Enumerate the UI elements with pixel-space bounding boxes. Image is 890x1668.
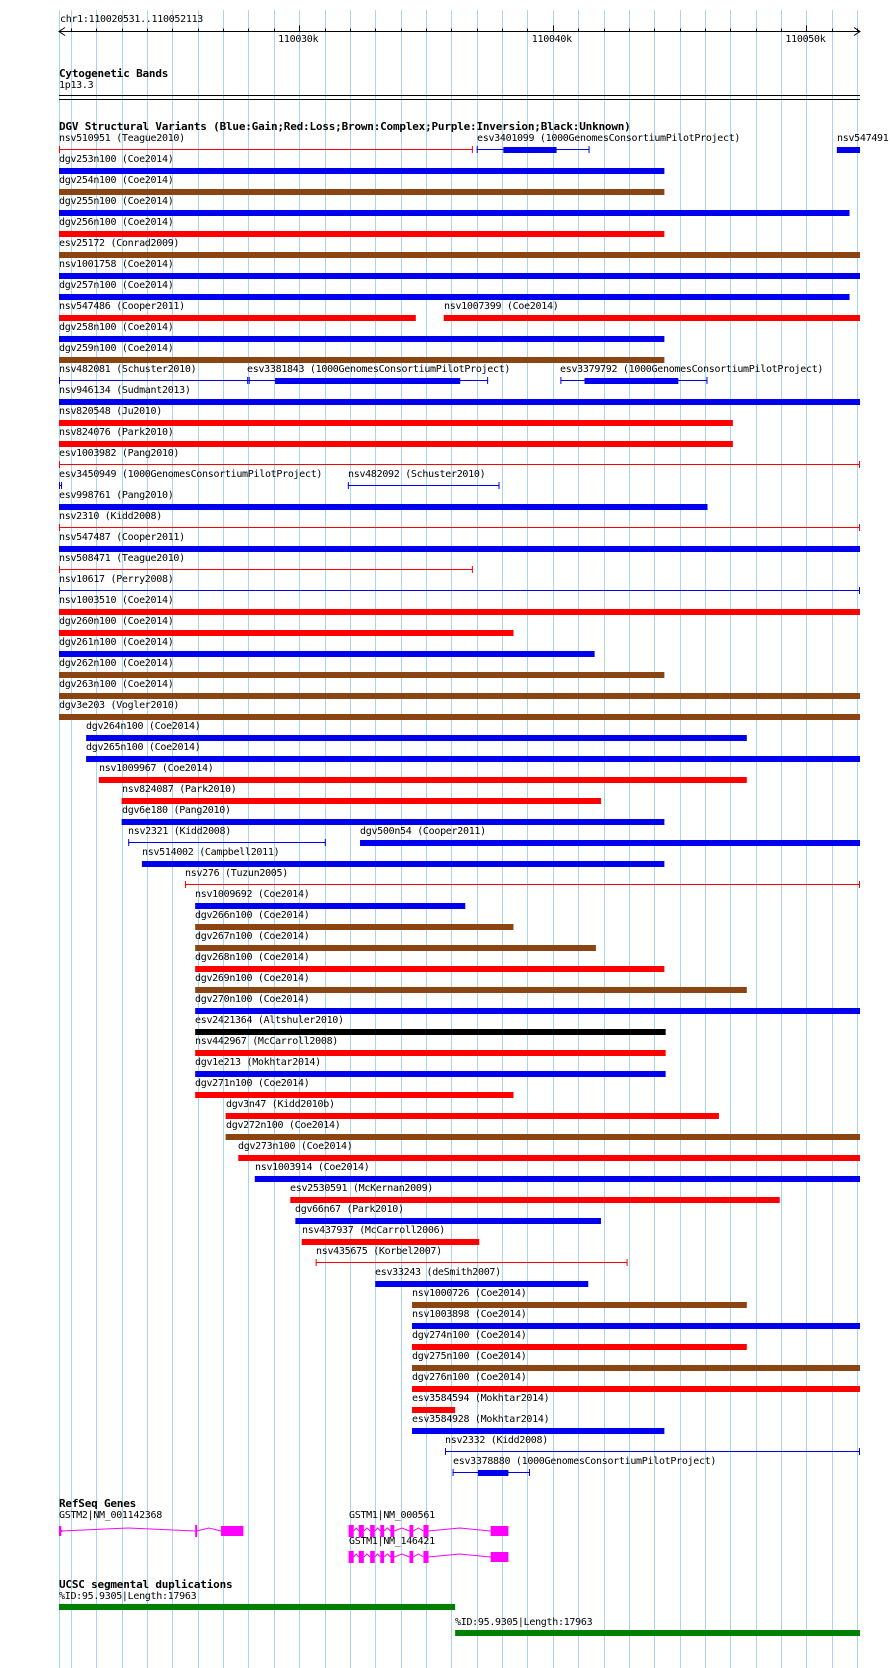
dgv-variant-line [59, 464, 860, 465]
dgv-variant-block [478, 1470, 508, 1476]
cytoband-label: 1p13.3 [59, 80, 94, 91]
dgv-variant-line [348, 485, 500, 486]
dgv-variant-bar [59, 672, 664, 678]
dgv-variant-end-tick [529, 1469, 530, 1476]
dgv-variant-label: dgv261n100 (Coe2014) [59, 637, 174, 648]
dgv-variant-bar [59, 714, 860, 720]
dgv-variant-end-tick [499, 482, 500, 489]
dgv-variant-label: nsv482081 (Schuster2010) [59, 364, 197, 375]
dgv-variant-label: nsv1001758 (Coe2014) [59, 259, 174, 270]
refseq-intron [375, 1528, 381, 1531]
segdup-label: %ID:95.9305|Length:17963 [455, 1617, 593, 1628]
dgv-variant-line [59, 380, 250, 381]
dgv-variant-line [445, 1451, 860, 1452]
dgv-variant-label: nsv514002 (Campbell2011) [142, 847, 280, 858]
dgv-variant-label: nsv508471 (Teague2010) [59, 553, 185, 564]
refseq-exon [409, 1551, 413, 1563]
refseq-exon [491, 1526, 509, 1536]
dgv-variant-end-tick [472, 566, 473, 573]
dgv-variant-end-tick [472, 146, 473, 153]
dgv-variant-label: esv998761 (Pang2010) [59, 490, 174, 501]
dgv-variant-end-tick [706, 377, 707, 384]
dgv-variant-label: dgv268n100 (Coe2014) [195, 952, 310, 963]
dgv-variant-end-tick [59, 377, 60, 384]
dgv-variant-label: esv3584928 (Mokhtar2014) [412, 1414, 550, 1425]
dgv-variant-end-tick [59, 482, 60, 489]
dgv-variant-label: nsv1009967 (Coe2014) [99, 763, 214, 774]
dgv-variant-end-tick [128, 839, 129, 846]
dgv-variant-bar [59, 693, 860, 699]
refseq-intron [354, 1554, 359, 1557]
dgv-variant-end-tick [348, 482, 349, 489]
dgv-variant-bar [195, 945, 596, 951]
dgv-variant-bar [59, 504, 707, 510]
dgv-variant-bar [360, 840, 860, 846]
dgv-variant-bar [226, 1113, 719, 1119]
dgv-variant-bar [59, 273, 860, 279]
dgv-variant-bar [412, 1386, 860, 1392]
dgv-variant-line [59, 590, 860, 591]
dgv-variant-bar [412, 1323, 860, 1329]
dgv-variant-label: esv3378880 (1000GenomesConsortiumPilotProject) [453, 1456, 717, 1467]
dgv-variant-bar [195, 966, 664, 972]
dgv-variant-label: dgv259n100 (Coe2014) [59, 343, 174, 354]
dgv-variant-end-tick [185, 881, 186, 888]
dgv-variant-bar [142, 861, 664, 867]
dgv-variant-bar [59, 315, 416, 321]
refseq-intron [384, 1554, 390, 1557]
dgv-variant-bar [59, 294, 850, 300]
dgv-variant-label: nsv820548 (Ju2010) [59, 406, 162, 417]
dgv-variant-line [185, 884, 860, 885]
dgv-variant-label: dgv267n100 (Coe2014) [195, 931, 310, 942]
dgv-variant-label: dgv260n100 (Coe2014) [59, 616, 174, 627]
dgv-variant-label: nsv435675 (Korbel2007) [316, 1246, 442, 1257]
dgv-variant-line [59, 527, 860, 528]
dgv-variant-end-tick [316, 1259, 317, 1266]
dgv-variant-bar [59, 231, 664, 237]
refseq-intron [413, 1554, 423, 1557]
dgv-variant-bar [59, 357, 664, 363]
dgv-variant-end-tick [247, 377, 248, 384]
refseq-intron [413, 1528, 423, 1531]
dgv-variant-bar [59, 441, 733, 447]
segdup-bar [455, 1630, 860, 1636]
dgv-variant-bar [59, 399, 860, 405]
dgv-variant-bar [375, 1281, 588, 1287]
dgv-variant-bar [195, 987, 747, 993]
dgv-variant-label: esv3381843 (1000GenomesConsortiumPilotProject) [247, 364, 511, 375]
dgv-variant-label: dgv272n100 (Coe2014) [226, 1120, 341, 1131]
refseq-exon [423, 1551, 428, 1563]
dgv-variant-bar [412, 1302, 747, 1308]
refseq-exon [390, 1551, 394, 1563]
dgv-variant-label: nsv547487 (Cooper2011) [59, 532, 185, 543]
refseq-intron [197, 1528, 221, 1531]
dgv-variant-end-tick [59, 146, 60, 153]
dgv-variant-bar [59, 210, 850, 216]
dgv-variant-label: dgv262n100 (Coe2014) [59, 658, 174, 669]
dgv-variant-end-tick [627, 1259, 628, 1266]
dgv-variant-label: dgv6e180 (Pang2010) [122, 805, 231, 816]
refseq-track-title[interactable]: RefSeq Genes [59, 1497, 137, 1510]
dgv-variant-label: nsv276 (Tuzun2005) [185, 868, 288, 879]
dgv-variant-end-tick [859, 524, 860, 531]
refseq-intron [354, 1528, 359, 1531]
refseq-utr [59, 1530, 62, 1532]
dgv-variant-end-tick [59, 587, 60, 594]
dgv-variant-label: nsv824076 (Park2010) [59, 427, 174, 438]
dgv-variant-label: dgv263n100 (Coe2014) [59, 679, 174, 690]
dgv-variant-bar [59, 168, 664, 174]
refseq-gene-label: GSTM2|NM_001142368 [59, 1510, 162, 1521]
dgv-variant-bar [412, 1407, 455, 1413]
dgv-variant-label: dgv274n100 (Coe2014) [412, 1330, 527, 1341]
dgv-variant-bar [290, 1197, 779, 1203]
dgv-variant-label: dgv254n100 (Coe2014) [59, 175, 174, 186]
dgv-variant-end-tick [859, 1448, 860, 1455]
dgv-variant-label: esv25172 (Conrad2009) [59, 238, 180, 249]
refseq-intron [61, 1528, 195, 1531]
refseq-exon [221, 1526, 243, 1536]
dgv-variant-bar [226, 1134, 860, 1140]
dgv-variant-label: esv2530591 (McKernan2009) [290, 1183, 434, 1194]
refseq-intron [375, 1554, 381, 1557]
refseq-exon [195, 1525, 197, 1537]
dgv-variant-end-tick [59, 524, 60, 531]
dgv-variant-bar [59, 546, 860, 552]
dgv-variant-bar [444, 315, 860, 321]
dgv-variant-end-tick [859, 881, 860, 888]
dgv-variant-label: dgv264n100 (Coe2014) [86, 721, 201, 732]
dgv-variant-label: nsv946134 (Sudmant2013) [59, 385, 191, 396]
dgv-variant-bar [59, 336, 664, 342]
dgv-variant-line [59, 149, 473, 150]
dgv-variant-label: dgv269n100 (Coe2014) [195, 973, 310, 984]
refseq-intron [429, 1554, 491, 1557]
dgv-variant-line [316, 1262, 628, 1263]
dgv-variant-label: esv2421364 (Altshuler2010) [195, 1015, 344, 1026]
dgv-variant-label: dgv276n100 (Coe2014) [412, 1372, 527, 1383]
dgv-variant-bar [302, 1239, 480, 1245]
dgv-variant-bar [837, 147, 860, 153]
dgv-variant-label: dgv3e203 (Vogler2010) [59, 700, 180, 711]
dgv-variant-label: esv1003982 (Pang2010) [59, 448, 180, 459]
dgv-variant-label: nsv442967 (McCarroll2008) [195, 1036, 339, 1047]
ruler-tick-label: 110040k [531, 34, 572, 45]
dgv-variant-label: nsv510951 (Teague2010) [59, 133, 185, 144]
dgv-variant-line [128, 842, 326, 843]
dgv-variant-bar [86, 756, 860, 762]
dgv-variant-label: nsv1003914 (Coe2014) [255, 1162, 370, 1173]
dgv-variant-bar [59, 651, 595, 657]
dgv-variant-label: esv3584594 (Mokhtar2014) [412, 1393, 550, 1404]
dgv-variant-label: dgv265n100 (Coe2014) [86, 742, 201, 753]
segdup-label: %ID:95.9305|Length:17963 [59, 1591, 197, 1602]
dgv-variant-label: nsv2332 (Kidd2008) [445, 1435, 548, 1446]
dgv-variant-bar [412, 1365, 860, 1371]
dgv-variant-end-tick [859, 587, 860, 594]
dgv-variant-label: dgv257n100 (Coe2014) [59, 280, 174, 291]
dgv-variant-end-tick [325, 839, 326, 846]
dgv-variant-bar [412, 1428, 664, 1434]
dgv-variant-label: dgv271n100 (Coe2014) [195, 1078, 310, 1089]
dgv-variant-end-tick [61, 482, 62, 489]
dgv-variant-end-tick [589, 146, 590, 153]
dgv-variant-bar [238, 1155, 860, 1161]
dgv-variant-bar [99, 777, 747, 783]
dgv-variant-block [503, 147, 556, 153]
dgv-variant-end-tick [487, 377, 488, 384]
dgv-variant-end-tick [453, 1469, 454, 1476]
dgv-variant-label: nsv1000726 (Coe2014) [412, 1288, 527, 1299]
refseq-intron [394, 1528, 409, 1531]
dgv-track-title[interactable]: DGV Structural Variants (Blue:Gain;Red:Loss;Brown:Complex;Purple:Inversion;Black:Unknown) [59, 120, 631, 133]
dgv-variant-label: nsv824087 (Park2010) [122, 784, 237, 795]
ruler-range-label: chr1:110020531..110052113 [60, 14, 204, 25]
dgv-variant-label: dgv255n100 (Coe2014) [59, 196, 174, 207]
dgv-variant-label: esv33243 (deSmith2007) [375, 1267, 501, 1278]
segdup-track-title[interactable]: UCSC segmental duplications [59, 1578, 233, 1591]
dgv-variant-bar [195, 1008, 860, 1014]
dgv-variant-label: nsv482092 (Schuster2010) [348, 469, 486, 480]
dgv-variant-label: dgv1e213 (Mokhtar2014) [195, 1057, 321, 1068]
dgv-variant-bar [59, 609, 860, 615]
ruler-tick-label: 110030k [278, 34, 319, 45]
dgv-variant-label: dgv66n67 (Park2010) [295, 1204, 404, 1215]
refseq-exon [491, 1552, 509, 1562]
dgv-variant-label: esv3401099 (1000GenomesConsortiumPilotProject) [477, 133, 741, 144]
refseq-exon [370, 1551, 375, 1563]
refseq-gene-label: GSTM1|NM_000561 [349, 1510, 435, 1521]
refseq-intron [394, 1554, 409, 1557]
dgv-variant-line [59, 569, 473, 570]
dgv-variant-label: dgv500n54 (Cooper2011) [360, 826, 486, 837]
dgv-variant-end-tick [560, 377, 561, 384]
dgv-variant-bar [59, 252, 860, 258]
dgv-variant-label: nsv10617 (Perry2008) [59, 574, 174, 585]
dgv-variant-bar [195, 1092, 513, 1098]
dgv-variant-block [584, 378, 678, 384]
dgv-variant-end-tick [445, 1448, 446, 1455]
dgv-variant-bar [59, 189, 664, 195]
dgv-variant-label: dgv266n100 (Coe2014) [195, 910, 310, 921]
cytoband-track-title[interactable]: Cytogenetic Bands [59, 67, 169, 80]
dgv-variant-label: dgv273n100 (Coe2014) [238, 1141, 353, 1152]
dgv-variant-bar [295, 1218, 601, 1224]
refseq-exon [349, 1551, 354, 1563]
dgv-variant-end-tick [477, 146, 478, 153]
dgv-variant-bar [59, 630, 513, 636]
dgv-variant-bar [122, 798, 601, 804]
segdup-bar [59, 1604, 455, 1610]
refseq-exon [359, 1551, 364, 1563]
dgv-variant-bar [59, 420, 733, 426]
dgv-variant-label: nsv1007399 (Coe2014) [444, 301, 559, 312]
dgv-variant-label: nsv547491 [837, 133, 889, 144]
dgv-variant-label: nsv2310 (Kidd2008) [59, 511, 162, 522]
dgv-variant-label: nsv1009692 (Coe2014) [195, 889, 310, 900]
dgv-variant-bar [195, 1071, 665, 1077]
ruler-tick-label: 110050k [785, 34, 826, 45]
dgv-variant-end-tick [59, 566, 60, 573]
dgv-variant-bar [255, 1176, 860, 1182]
refseq-intron [364, 1554, 370, 1557]
refseq-intron [384, 1528, 390, 1531]
dgv-variant-bar [122, 819, 665, 825]
refseq-intron [429, 1528, 491, 1531]
dgv-variant-label: nsv1003898 (Coe2014) [412, 1309, 527, 1320]
dgv-variant-label: nsv1003510 (Coe2014) [59, 595, 174, 606]
dgv-variant-end-tick [859, 461, 860, 468]
dgv-variant-label: dgv275n100 (Coe2014) [412, 1351, 527, 1362]
dgv-variant-label: dgv3n47 (Kidd2010b) [226, 1099, 335, 1110]
dgv-variant-bar [412, 1344, 747, 1350]
dgv-variant-label: esv3450949 (1000GenomesConsortiumPilotProject) [59, 469, 323, 480]
dgv-variant-label: dgv253n100 (Coe2014) [59, 154, 174, 165]
dgv-variant-label: dgv258n100 (Coe2014) [59, 322, 174, 333]
refseq-exon [380, 1551, 384, 1563]
dgv-variant-label: dgv270n100 (Coe2014) [195, 994, 310, 1005]
cytoband-line [59, 95, 860, 96]
refseq-intron [364, 1528, 370, 1531]
dgv-variant-bar [86, 735, 747, 741]
refseq-gene-label: GSTM1|NM_146421 [349, 1536, 435, 1547]
dgv-variant-bar [195, 1050, 665, 1056]
dgv-variant-bar [195, 1029, 665, 1035]
dgv-variant-end-tick [59, 461, 60, 468]
dgv-variant-label: nsv2321 (Kidd2008) [128, 826, 231, 837]
dgv-variant-bar [195, 903, 465, 909]
dgv-variant-label: nsv547486 (Cooper2011) [59, 301, 185, 312]
dgv-variant-bar [195, 924, 513, 930]
dgv-variant-block [275, 378, 460, 384]
dgv-variant-label: dgv256n100 (Coe2014) [59, 217, 174, 228]
dgv-variant-label: nsv437937 (McCarroll2006) [302, 1225, 446, 1236]
cytoband-line [59, 99, 860, 100]
dgv-variant-label: esv3379792 (1000GenomesConsortiumPilotProject) [560, 364, 824, 375]
